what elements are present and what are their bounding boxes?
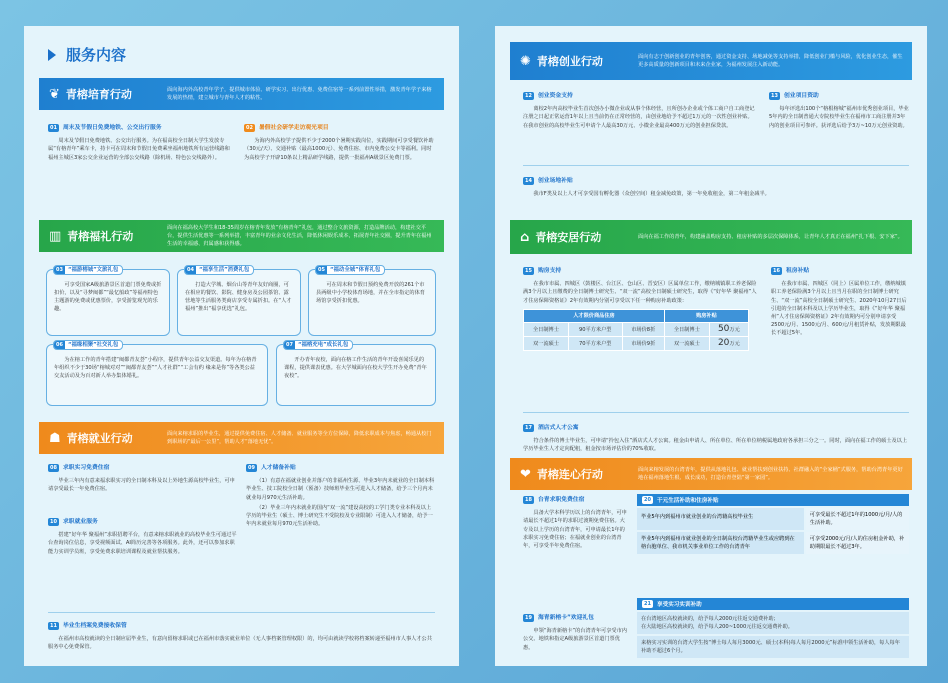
band-title: 青榕创业行动 [536, 55, 603, 68]
card-03: 03 “福游榕城”文旅礼包 可享受国家A级旅游景区首道门票免费或折扣价，以及“寻梦闽都”“最忆船政”等福州特色主题游的免费或优惠票价，享受游览观光的乐趣。 [46, 269, 170, 336]
table-row: 双一流硕士 70平方米户型 市场价9折 双一流硕士 20万元 [524, 337, 749, 351]
lightbulb-icon: ✺ [520, 53, 531, 69]
card-04: 04 “福享生活”消费礼包 打造大学城、烟台山等青年友好商圈，可在相应的餐饮、影院、健身房及公园茶馆、露营地等生活服务类商店享受专属折扣。在“人才福州”推出“福享优选”礼包。 [177, 269, 301, 336]
table-row: 毕业5年内到福州市就业创业的全日制高校台湾籍毕业生或应聘到在榕台胞单位、我市机关事业单位工作的台湾青年 可享受2000元/月/人的住房租金补助，补助期限最长不超过3年。 [637, 532, 909, 554]
band-desc: 面向有志于创新创业的青年创客，通过资金支持、场地减免等支持举措，降低创业门槛与风险，优化创业生态，催生更多高质量的创新项目和未来企业家，为福州发展注入新动能。 [638, 54, 903, 68]
table-row: 毕业5年内到福州市就业创业的台湾籍高校毕业生 可享受最长不超过1年的1000元/月/人的生活补助。 [637, 508, 909, 530]
band-jiuye [39, 422, 444, 454]
card-06: 06 “福缘相聚”社交礼包 为在榕工作的青年搭建“闽都青友荟”小程序，提供青年公益交友渠道。每年为在榕青年组织不少于30场“榕城对对”“闽都青友荟”“人才社群”“工会有约 缘来是你”等各类公益交友活动及为百对新人举办集体婚礼。 [46, 344, 268, 406]
divider [48, 612, 435, 613]
item-21-block-b: 来榕实习实训的台湾大学生按“博士每人每月3000元、硕士(本科)每人每月2000元”标准申领生活补助，每人每年补助不超过6个月。 [637, 636, 909, 658]
band-peiyu [39, 78, 444, 110]
item-14: 14 创业场地补贴 我市F类及以上人才可享受国有孵化器（众创空间）租金减免政策，第一年免收租金，第二年租金减半。 [523, 177, 909, 198]
housing-table: 人才限价商品住房 购房补贴 全日制博士 90平方米户型 市场价8折 全日制博士 50万元 双一流硕士 70平方米户型 市场价9折 双一流硕士 20万元 [523, 309, 749, 352]
briefcase-icon: ☗ [49, 430, 61, 446]
sprout-icon: ❦ [49, 86, 60, 102]
band-title: 青榕福礼行动 [67, 230, 134, 243]
band-desc: 面向海内外高校青年学子，提供城市体验、研学实习、出行优惠、免费住宿等一系列前置性举措，激发青年学子来榕发展的热情，建立城市与青年人才的粘性。 [167, 87, 432, 101]
item-11: 11 毕业生档案免费接收保管 在福州市高校就读的全日制应届毕业生，有意向留榕求职或已在福州市落实就业单位（无人事档案管理权限）的，均可由就读学校将档案转递至福州市人事人才公共服务中心免费保管。 [48, 623, 432, 651]
item-21-block-a: 在台湾地区高校就读的，给予每人2000元往返交通费补助； 在大陆地区高校就读的，给予每人200~1000元往返交通费补助。 [637, 612, 909, 634]
card-05: 05 “福动全城”体育礼包 可在周末和节假日预约免费开放的261个市县两级中小学校体育场地，并在全市指定的体育场馆享受折扣优惠。 [308, 269, 436, 336]
item-16: 16 租房补贴 在我市市属、四城区（同上）区属单位工作，缴纳城镇职工养老保险满3个月以上且当月在职的全日制博士研究生、“双一流”高校全日制硕士研究生、2020年10月27日后引进的全日制本科及以上学历毕业生，取得《“好年华 聚福州”人才住房保障资格证》2年有效期内可分别申请享受2500元/月、1500元/月、600元/月租赁补贴，发放期限最长不超过5年。 [771, 268, 907, 337]
gift-icon: ▥ [49, 228, 62, 244]
divider [523, 165, 909, 166]
band-title: 青榕安居行动 [535, 231, 602, 244]
triangle-icon [48, 49, 56, 61]
item-13: 13 创业项目资助 每年评选出100个“榕根榕城”福州市优秀创业项目，毕业5年内的全日制普通大专院校毕业生在福州市工商注册并3年内的创业项目可参评。获评选后给予3万~10万元创业资助。 [769, 93, 909, 129]
item-08: 08 求职实习免费住宿 毕业三年内有意来福求职实习的全日制本科及以上外地生源高校毕业生，可申请享受最长一年免费住宿。 [48, 465, 235, 493]
band-anju [510, 220, 912, 254]
item-20: 20 干元生活补助和住房补贴 毕业5年内到福州市就业创业的台湾籍高校毕业生 可享受最长不超过1年的1000元/月/人的生活补助。 毕业5年内到福州市就业创业的全日制高校台湾籍毕业生或应聘到在榕台胞单位、我市机关事业单位工作的台湾青年 可享受2000元/月/人的住房租金补助，补助期限最长不超过3年。 [637, 494, 909, 554]
item-01: 01 周末及节假日免费地铁、公交出行服务 周末及节假日免费地铁、公交出行服务。为在福高校全日制大学生发放专属“有榕青年”乘车卡，持卡可在周末和节假日免费乘坐福州地铁所有运营线路和福州主城区3家公交企业运营的全部公交线路（除机场、特色公交线路外）。 [48, 125, 230, 161]
right-page [495, 26, 927, 666]
item-17: 17 酒店式人才公寓 符合条件的博士毕业生，可申请“拎包入住”酒店式人才公寓。租金由申请人、所在单位、所在单位纳税属地政府各承担三分之一。同时，面向在福工作的硕士及以上学历毕业生人才定向配租，租金按市场评估价的70%收取。 [523, 425, 908, 453]
item-12: 12 创业资金支持 离校2年内高校毕业生首次创办小微企业或从事个体经营，且所创办企业或个体工商户自工商登记注册之日起正常运营1年以上且当前仍在正常经营的，由创业地给予不超过1万元的一次性创业补贴。在我市创业的高校毕业生可申请个人最高30万元、小微企业最高400万元的创业担保贷款。 [523, 93, 755, 129]
table-row: 全日制博士 90平方米户型 市场价8折 全日制博士 50万元 [524, 323, 749, 337]
building-icon: ⌂ [520, 229, 530, 245]
band-title: 青榕培育行动 [65, 88, 132, 101]
band-desc: 面向在福工作的青年，构建涵盖购房支持、租房补贴的多层次保障体系，让青年人才真正在福州“扎下根、安下家”。 [638, 234, 903, 240]
band-title: 青榕就业行动 [66, 432, 133, 445]
item-10: 10 求职就业服务 搭建“好年华 聚福州”求职招聘平台，有意来榕求职就业的高校毕业生可通过平台查询岗位信息，享受视频面试、AI简历完善等各项服务。此外，还可以参加求职能力实训学员班，享受免费求职培训课程及就业帮扶服务。 [48, 519, 237, 555]
item-09: 09 人才储备补贴 （1）有意在福就业创业并落户的非福州生源、毕业3年内未就业的全日制本科毕业生、技工院校全日制（预备）技师班毕业生可进入人才储备，给予三个月内未就业每月970元生活补助。 （2）毕业三年内未就业的国内“双一流”建设高校的工学门类专业本科及以上学历的毕业生（硕士、博士研究生不受院校及专业限制）可进入人才储备，给予一年内未就业每月970元生活补助。 [246, 465, 435, 528]
item-02: 02 暑假社会研学走访观光项目 为海内外高校学子提供不少于2000个暑期实践岗位，实践期间可享受餐饮补助（30元/天）、交通补贴（最高1000元）、免费住宿、市内免费公交卡等福利。同时为高校学子开辟10条以上精品研学线路，提供一批福州A级景区免费门票。 [244, 125, 434, 161]
band-desc: 面向来榕求职的毕业生，通过提供免费住宿、人才储备、就业服务等全方位保障，降低求职成本与焦虑，畅通从校门到职场的“最后一公里”，帮助人才“落地无忧”。 [167, 431, 432, 445]
band-title: 青榕连心行动 [536, 468, 603, 481]
band-desc: 面向在福高校大学生和18-35周岁在榕青年发放“有榕青年”礼包，通过整合文旅资源，打造品牌活动，构建社交平台，提供生活优惠等一系列举措，丰富青年的业余文化生活，降低休闲娱乐成本，拓展青年社交圈，提升青年在福州生活的幸福感、归属感和获得感。 [167, 225, 432, 247]
item-18: 18 台青求职免费住宿 具备大学本科学历以上的台湾青年，可申请最长不超过1年的求职过渡期免费住宿。大专及以上学历的台湾青年，可申请最长1年的求职实习免费住宿；在福就业创业的台湾青年，可享受半年免费住宿。 [523, 497, 627, 550]
band-lianxin [510, 458, 912, 490]
divider [523, 412, 909, 413]
item-21: 21 享受实习实训补助 在台湾地区高校就读的，给予每人2000元往返交通费补助； 在大陆地区高校就读的，给予每人200~1000元往返交通费补助。 来榕实习实训的台湾大学生按“博士每人每月3000元、硕士(本科)每人每月2000元”标准申领生活补助，每人每年补助不超过6个月。 [637, 598, 909, 658]
band-chuangye [510, 42, 912, 80]
section-title: 服务内容 [48, 44, 126, 65]
left-page [24, 26, 459, 666]
item-15: 15 购房支持 在我市市属、四城区（鼓楼区、台江区、仓山区、晋安区）区属单位工作，缴纳城镇职工养老保险满3个月以上且缴费的全日制博士研究生、“双一流”高校全日制硕士研究生，取得《“好年华 聚福州”人才住房保障资格证》2年有效期内分别可享受以下任一种购房补助政策： 人才限价商品住房 购房补贴 全日制博士 90平方米户型 市场价8折 全日制博士 50万元 双一流硕士 70平方米户型 市场价9折 双一流硕士 20万元 [523, 267, 761, 351]
heart-hands-icon: ❤ [520, 466, 531, 482]
item-19: 19 海青新榕卡”欢迎礼包 申领“海青新榕卡”的台湾青年可享受市内公交、地铁和指定A级旅游景区首道门票优惠。 [523, 615, 627, 651]
card-07: 07 “福榕充电”成长礼包 开办青年夜校，面向在榕工作生活的青年开设喜闻乐见的课程，提供课表优惠。在大学城面向在校大学生开办免费“青年夜校”。 [276, 344, 436, 406]
band-desc: 面向来榕发展的台湾青年，提供从落地礼包、就业帮扶到创业扶持、社群融入的“全家桶”式服务，帮助台湾青年更好地在福州落地生根、成长成功，打造台青登陆“第一家园”。 [638, 467, 903, 481]
band-fuli [39, 220, 444, 252]
